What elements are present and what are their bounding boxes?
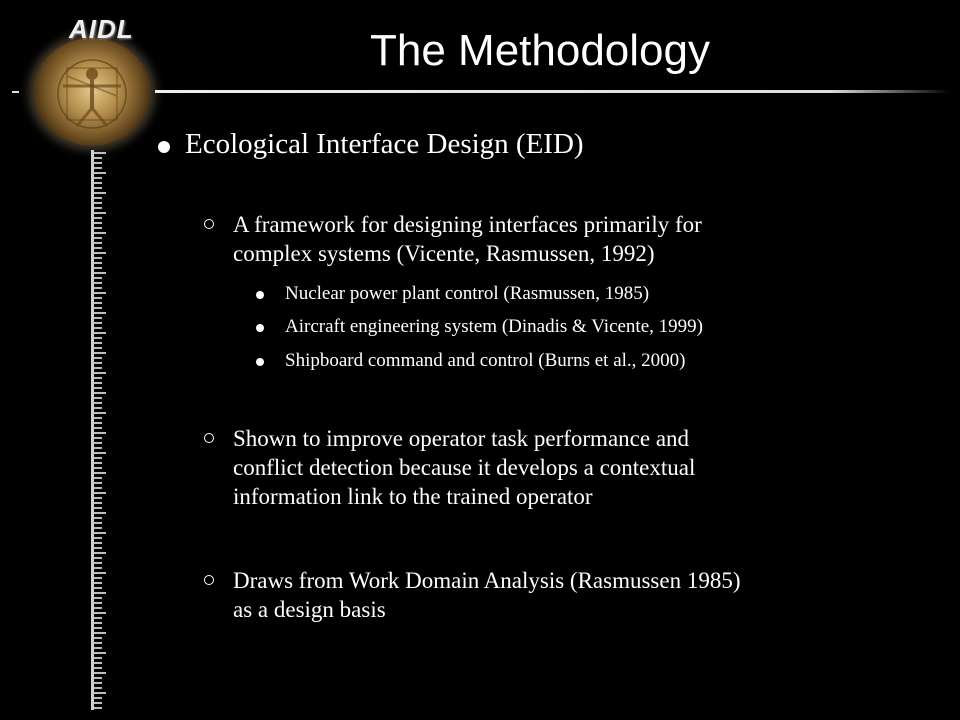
ruler-tick xyxy=(94,642,102,644)
example-text: Aircraft engineering system (Dinadis & Vicente, 1999) xyxy=(285,316,703,337)
ruler-tick xyxy=(94,472,106,474)
ruler-tick xyxy=(94,397,102,399)
ruler-tick xyxy=(94,632,106,634)
ruler-tick xyxy=(94,392,106,394)
sub-bullet-line: A framework for designing interfaces primarily for xyxy=(233,212,702,237)
vitruvian-man-emblem xyxy=(33,38,151,146)
ruler-tick xyxy=(94,387,102,389)
ruler-tick xyxy=(94,257,102,259)
ruler-tick xyxy=(94,597,102,599)
ruler-tick xyxy=(94,232,106,234)
ruler-tick xyxy=(94,382,102,384)
ruler-tick xyxy=(94,222,102,224)
ruler-tick xyxy=(94,417,102,419)
ruler-tick xyxy=(94,187,102,189)
hollow-bullet-icon xyxy=(204,433,214,443)
ruler-tick xyxy=(94,357,102,359)
sub-bullet-line: as a design basis xyxy=(233,597,386,622)
ruler-tick xyxy=(94,377,102,379)
sub-bullet-line: complex systems (Vicente, Rasmussen, 1992) xyxy=(233,241,655,266)
ruler-tick xyxy=(94,707,102,709)
ruler-tick xyxy=(94,442,102,444)
ruler-tick xyxy=(94,657,102,659)
ruler-tick xyxy=(94,692,106,694)
ruler-tick xyxy=(94,612,106,614)
ruler-tick xyxy=(94,432,106,434)
ruler-tick xyxy=(94,627,102,629)
ruler-tick xyxy=(94,592,106,594)
ruler-tick xyxy=(94,652,106,654)
ruler-tick xyxy=(94,422,102,424)
ruler-tick xyxy=(94,287,102,289)
ruler-tick xyxy=(94,152,106,154)
ruler-tick xyxy=(94,162,102,164)
ruler-tick xyxy=(94,577,102,579)
ruler-tick xyxy=(94,307,102,309)
ruler-tick xyxy=(94,547,102,549)
ruler-tick xyxy=(94,672,106,674)
ruler-tick xyxy=(94,702,102,704)
title-divider xyxy=(155,90,950,93)
ruler-tick xyxy=(94,482,102,484)
ruler-tick xyxy=(94,252,106,254)
sub-bullet-line: conflict detection because it develops a contextual xyxy=(233,455,696,480)
logo-text: AIDL xyxy=(69,14,134,44)
main-bullet-text: Ecological Interface Design (EID) xyxy=(185,128,584,160)
ruler-tick xyxy=(94,367,102,369)
ruler-tick xyxy=(94,412,106,414)
ruler-tick xyxy=(94,497,102,499)
hollow-bullet-icon xyxy=(204,575,214,585)
hollow-bullet-icon xyxy=(204,219,214,229)
ruler-tick xyxy=(94,487,102,489)
ruler-tick xyxy=(94,532,106,534)
left-dash-marker xyxy=(12,91,19,93)
ruler-tick xyxy=(94,552,106,554)
ruler-tick xyxy=(94,587,102,589)
ruler-tick xyxy=(94,347,102,349)
small-bullet-icon xyxy=(256,324,264,332)
example-text: Shipboard command and control (Burns et al., 2000) xyxy=(285,350,686,371)
ruler-tick xyxy=(94,372,106,374)
filled-bullet-icon xyxy=(158,141,170,153)
ruler-tick xyxy=(94,502,102,504)
ruler-tick xyxy=(94,267,102,269)
ruler-tick xyxy=(94,697,102,699)
ruler-tick xyxy=(94,297,102,299)
ruler-tick xyxy=(94,182,102,184)
ruler-tick xyxy=(94,427,102,429)
small-bullet-icon xyxy=(256,358,264,366)
ruler-tick xyxy=(94,192,106,194)
ruler-tick xyxy=(94,312,106,314)
ruler-tick xyxy=(94,207,102,209)
vertical-ruler-decoration xyxy=(86,150,108,710)
ruler-tick xyxy=(94,602,102,604)
small-bullet-icon xyxy=(256,291,264,299)
ruler-tick xyxy=(94,437,102,439)
ruler-tick xyxy=(94,492,106,494)
ruler-tick xyxy=(94,157,102,159)
ruler-tick xyxy=(94,317,102,319)
ruler-tick xyxy=(94,212,106,214)
ruler-tick xyxy=(94,567,102,569)
ruler-tick xyxy=(94,457,102,459)
ruler-tick xyxy=(94,517,102,519)
ruler-tick xyxy=(94,682,102,684)
ruler-tick xyxy=(94,242,102,244)
ruler-tick xyxy=(94,572,106,574)
ruler-tick xyxy=(94,507,102,509)
ruler-tick xyxy=(94,522,102,524)
aidl-logo xyxy=(25,8,157,148)
ruler-tick xyxy=(94,662,102,664)
ruler-tick xyxy=(94,282,102,284)
ruler-tick xyxy=(94,197,102,199)
ruler-tick xyxy=(94,447,102,449)
ruler-tick xyxy=(94,247,102,249)
ruler-tick xyxy=(94,292,106,294)
ruler-tick xyxy=(94,467,102,469)
ruler-tick xyxy=(94,622,102,624)
ruler-tick xyxy=(94,337,102,339)
ruler-tick xyxy=(94,322,102,324)
ruler-tick xyxy=(94,362,102,364)
ruler-tick xyxy=(94,217,102,219)
ruler-tick xyxy=(94,272,106,274)
ruler-tick xyxy=(94,352,106,354)
ruler-tick xyxy=(94,327,102,329)
ruler-tick xyxy=(94,277,102,279)
ruler-tick xyxy=(94,342,102,344)
ruler-tick xyxy=(94,687,102,689)
ruler-tick xyxy=(94,402,102,404)
ruler-tick xyxy=(94,407,102,409)
ruler-tick xyxy=(94,647,102,649)
ruler-tick xyxy=(94,637,102,639)
ruler-tick xyxy=(94,452,106,454)
ruler-tick xyxy=(94,582,102,584)
sub-bullet-line: Draws from Work Domain Analysis (Rasmussen 1985) xyxy=(233,568,741,593)
ruler-tick xyxy=(94,542,102,544)
ruler-tick xyxy=(94,262,102,264)
ruler-tick xyxy=(94,302,102,304)
ruler-tick xyxy=(94,527,102,529)
ruler-tick xyxy=(94,562,102,564)
ruler-tick xyxy=(94,177,102,179)
ruler-tick xyxy=(94,512,106,514)
ruler-tick xyxy=(94,462,102,464)
ruler-tick xyxy=(94,332,106,334)
example-text: Nuclear power plant control (Rasmussen, 1985) xyxy=(285,283,650,304)
ruler-tick xyxy=(94,167,102,169)
sub-bullet-line: information link to the trained operator xyxy=(233,484,593,509)
ruler-tick xyxy=(94,537,102,539)
sub-bullet-line: Shown to improve operator task performance and xyxy=(233,426,690,451)
ruler-tick xyxy=(94,607,102,609)
ruler-tick xyxy=(94,227,102,229)
ruler-tick xyxy=(94,557,102,559)
ruler-tick xyxy=(94,172,106,174)
slide-title: The Methodology xyxy=(370,26,710,75)
ruler-tick xyxy=(94,617,102,619)
ruler-tick xyxy=(94,202,102,204)
ruler-tick xyxy=(94,237,102,239)
ruler-tick xyxy=(94,667,102,669)
ruler-tick xyxy=(94,477,102,479)
ruler-tick xyxy=(94,677,102,679)
